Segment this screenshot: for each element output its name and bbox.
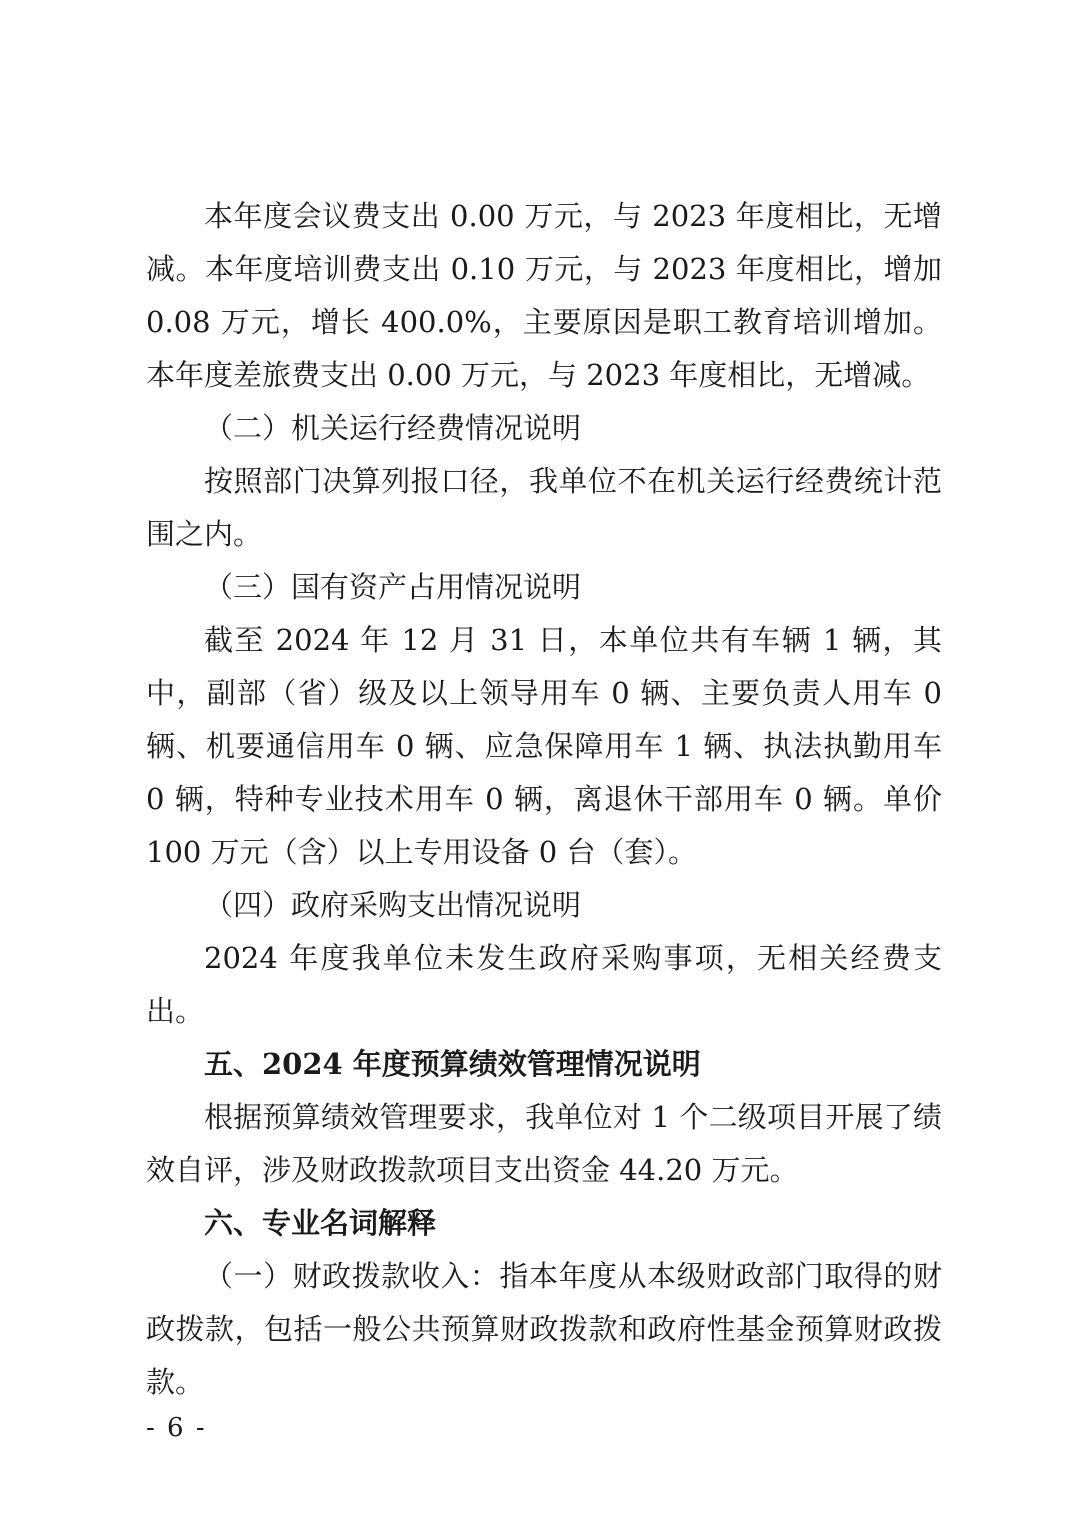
definition-term: （一）财政拨款收入：	[204, 1259, 500, 1293]
paragraph-expense-summary: 本年度会议费支出 0.00 万元，与 2023 年度相比，无增减。本年度培训费支出 0.10 万元，与 2023 年度相比，增加 0.08 万元，增长 400.0%，主要原因是职工教育培训增加。本年度差旅费支出 0.00 万元，与 2023 年度相比，无增减。	[146, 199, 942, 392]
heading-glossary: 六、专业名词解释	[204, 1206, 437, 1240]
paragraph-procurement: 2024 年度我单位未发生政府采购事项，无相关经费支出。	[146, 941, 942, 1028]
paragraph-performance-management: 根据预算绩效管理要求，我单位对 1 个二级项目开展了绩效自评，涉及财政拨款项目支出资金 44.20 万元。	[146, 1100, 942, 1187]
paragraph-operating-expenses: 按照部门决算列报口径，我单位不在机关运行经费统计范围之内。	[146, 464, 942, 551]
definition-text: 指本年度从本级财政部门取得的财政拨款，包括一般公共预算财政拨款和政府性基金预算财政拨款。	[146, 1259, 942, 1399]
subheading-procurement: （四）政府采购支出情况说明	[204, 888, 582, 922]
paragraph-state-assets: 截至 2024 年 12 月 31 日，本单位共有车辆 1 辆，其中，副部（省）级及以上领导用车 0 辆、主要负责人用车 0 辆、机要通信用车 0 辆、应急保障用车 1 辆、执法执勤用车 0 辆，特种专业技术用车 0 辆，离退休干部用车 0 辆。单价 100 万元（含）以上专用设备 0 台（套）。	[146, 623, 942, 869]
document-body	[146, 190, 942, 1409]
subheading-operating-expenses: （二）机关运行经费情况说明	[204, 411, 582, 445]
page-number: - 6 -	[146, 1413, 207, 1443]
heading-performance-management: 五、2024 年度预算绩效管理情况说明	[204, 1047, 701, 1081]
subheading-state-assets: （三）国有资产占用情况说明	[204, 570, 582, 604]
paragraph-definition	[146, 1250, 942, 1409]
